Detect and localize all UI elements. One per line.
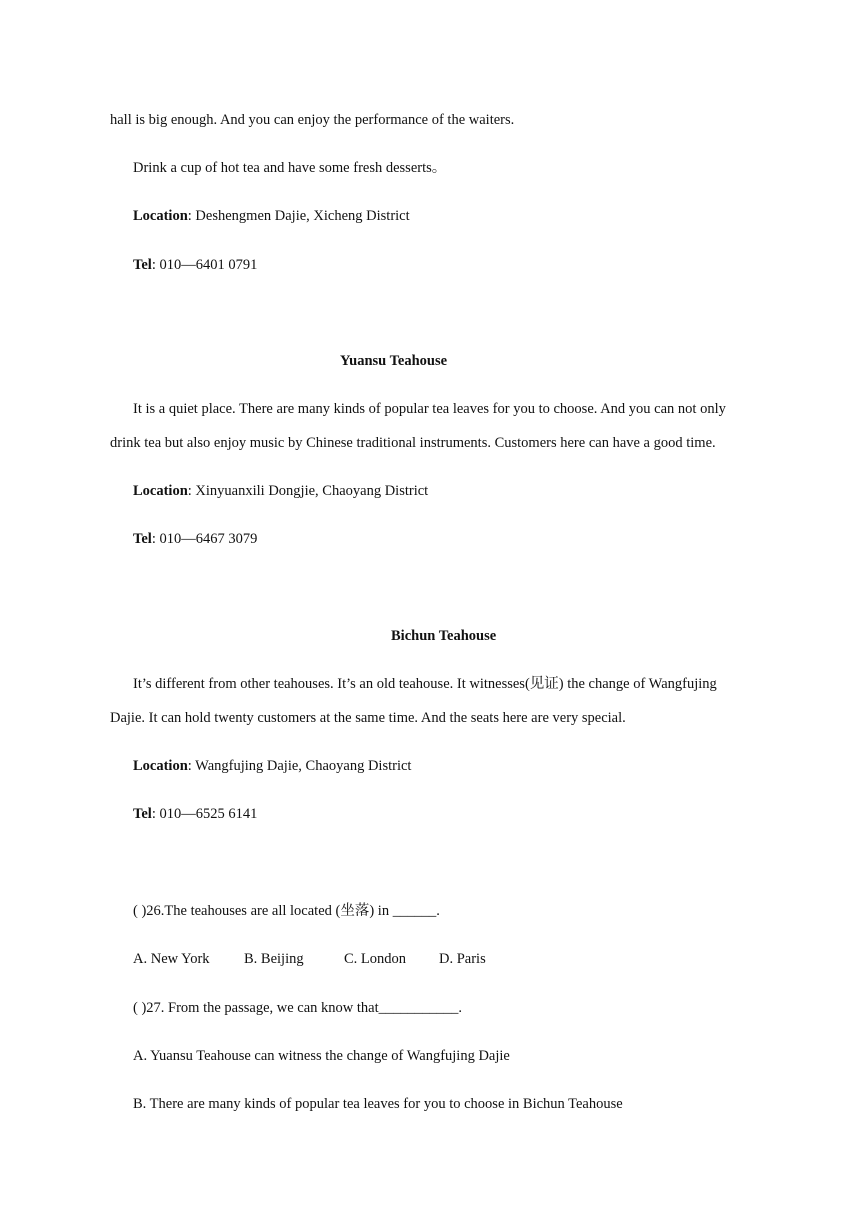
intro-paragraph-end: hall is big enough. And you can enjoy the performance of the waiters. [110, 112, 515, 128]
question-27-option-a: A. Yuansu Teahouse can witness the change of Wangfujing Dajie [133, 1048, 510, 1064]
yuansu-location [133, 482, 428, 500]
question-27: ( )27. From the passage, we can know that___________. [133, 1000, 463, 1016]
yuansu-paragraph-line1: It is a quiet place. There are many kinds of popular tea leaves for you to choose. And you can not only [133, 401, 726, 417]
tel-label: Tel [133, 531, 152, 547]
question-27-option-b: B. There are many kinds of popular tea leaves for you to choose in Bichun Teahouse [133, 1096, 623, 1112]
option-a: A. New York [133, 951, 210, 967]
intro-paragraph: Drink a cup of hot tea and have some fresh desserts。 [133, 160, 447, 176]
bichun-location [133, 757, 411, 775]
yuansu-title: Yuansu Teahouse [340, 353, 448, 369]
location-value: : Xinyuanxili Dongjie, Chaoyang District [187, 483, 429, 499]
location-label: Location [133, 483, 188, 499]
bichun-paragraph-line1: It’s different from other teahouses. It’s an old teahouse. It witnesses(见证) the change of Wangfujing [133, 676, 717, 692]
tel-label: Tel [133, 806, 152, 822]
yuansu-paragraph-line2: drink tea but also enjoy music by Chinese traditional instruments. Customers here can have a good time. [110, 435, 716, 451]
tel-value: : 010—6467 3079 [151, 531, 258, 547]
location-label: Location [133, 208, 188, 224]
question-26: ( )26.The teahouses are all located (坐落) in ______. [133, 903, 440, 919]
location-label: Location [133, 758, 188, 774]
location-value: : Wangfujing Dajie, Chaoyang District [187, 758, 412, 774]
tel-value: : 010—6525 6141 [151, 806, 258, 822]
option-c: C. London [344, 951, 407, 967]
location-value: : Deshengmen Dajie, Xicheng District [187, 208, 410, 224]
tel-value: : 010—6401 0791 [151, 257, 258, 273]
yuansu-tel [133, 530, 257, 548]
intro-location [133, 207, 410, 225]
bichun-tel [133, 805, 257, 823]
intro-tel [133, 256, 257, 274]
option-d: D. Paris [439, 951, 486, 967]
bichun-paragraph-line2: Dajie. It can hold twenty customers at the same time. And the seats here are very special. [110, 710, 626, 726]
tel-label: Tel [133, 257, 152, 273]
bichun-title: Bichun Teahouse [391, 628, 497, 644]
option-b: B. Beijing [244, 951, 304, 967]
